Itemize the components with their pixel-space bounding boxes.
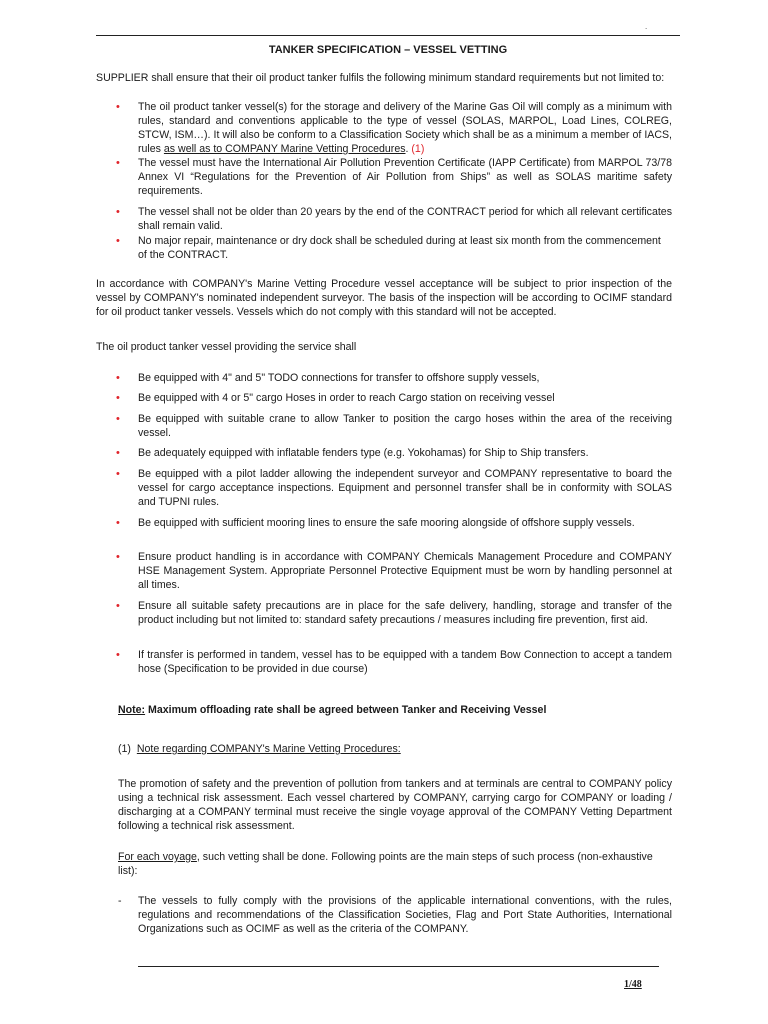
footer-rule bbox=[138, 966, 659, 967]
vetting-procedures-link: as well as to COMPANY Marine Vetting Procedures bbox=[163, 143, 406, 155]
bullet-icon: • bbox=[116, 372, 120, 384]
corner-mark: . bbox=[645, 22, 648, 31]
offloading-note bbox=[118, 703, 546, 717]
service-item: • Be adequately equipped with inflatable fenders type (e.g. Yokohamas) for Ship to Ship transfers. bbox=[116, 447, 589, 459]
bullet-icon: • bbox=[116, 235, 120, 247]
service-item: • Be equipped with a pilot ladder allowing the independent surveyor and COMPANY representative to board the vessel for cargo acceptance inspections. Equipment and personnel transfer shall be in conformity with SOLAS and TUPNI rules. bbox=[116, 468, 672, 508]
requirement-item bbox=[116, 156, 672, 198]
vetting-step: - The vessels to fully comply with the provisions of the applicable international conventions, with the rules, regulations and recommendations of the Classification Societies, Flag and Port State Authorities, International Organizations such as OCIMF as well as the criteria of the COMPANY. bbox=[118, 895, 672, 935]
footnote-ref: (1) bbox=[411, 143, 425, 155]
bullet-icon: • bbox=[116, 600, 120, 612]
acceptance-paragraph: In accordance with COMPANY's Marine Vetting Procedure vessel acceptance will be subject to prior inspection of the vessel by COMPANY's nominated independent surveyor. The basis of the inspection will be according to OCIMF standard for oil product tanker vessels. Vessels which do not comply with this standard will not be accepted. bbox=[96, 278, 672, 318]
bullet-icon: • bbox=[116, 551, 120, 563]
requirement-text: The vessel must have the International Air Pollution Prevention Certificate (IAPP Certificate) from MARPOL 73/78 Annex VI “Regulations for the Prevention of Air Pollution from Ships” as well as SOLAS maritime safety requirements. bbox=[138, 157, 672, 197]
bullet-icon: • bbox=[116, 101, 120, 113]
requirement-text: No major repair, maintenance or dry dock shall be scheduled during at least six month from the commencement of the CONTRACT. bbox=[138, 235, 661, 261]
bullet-icon: • bbox=[116, 157, 120, 169]
bullet-icon: • bbox=[116, 392, 120, 404]
dash-marker: - bbox=[118, 895, 122, 907]
requirement-text: The vessel shall not be older than 20 years by the end of the CONTRACT period for which all relevant certificates shall remain valid. bbox=[138, 206, 672, 232]
service-item: • Be equipped with sufficient mooring lines to ensure the safe mooring alongside of offshore supply vessels. bbox=[116, 517, 635, 529]
footnote-heading bbox=[118, 742, 672, 756]
service-item: • Be equipped with 4 or 5" cargo Hoses in order to reach Cargo station on receiving vessel bbox=[116, 392, 555, 404]
service-item: • Ensure all suitable safety precautions are in place for the safe delivery, handling, storage and transfer of the product including but not limited to: standard safety precautions / measures including fire prevention, first aid. bbox=[116, 600, 672, 626]
intro-paragraph bbox=[96, 71, 681, 85]
page-title: TANKER SPECIFICATION – VESSEL VETTING bbox=[268, 44, 508, 56]
service-item: • If transfer is performed in tandem, vessel has to be equipped with a tandem Bow Connection to accept a tandem hose (Specification to be provided in due course) bbox=[116, 649, 672, 675]
requirement-item bbox=[116, 100, 672, 156]
bullet-icon: • bbox=[116, 517, 120, 529]
intro-text: SUPPLIER shall ensure that their oil product tanker fulfils the following minimum standard requirements but not limited to: bbox=[96, 72, 665, 84]
requirement-item bbox=[116, 205, 672, 233]
bullet-icon: • bbox=[116, 413, 120, 425]
service-intro: The oil product tanker vessel providing the service shall bbox=[96, 341, 357, 353]
page-number: 1/48 bbox=[624, 979, 642, 990]
bullet-icon: • bbox=[116, 206, 120, 218]
requirement-item bbox=[116, 234, 672, 262]
note-text: Maximum offloading rate shall be agreed between Tanker and Receiving Vessel bbox=[145, 704, 547, 716]
service-item: • Be equipped with suitable crane to allow Tanker to position the cargo hoses within the area of the receiving vessel. bbox=[116, 413, 672, 439]
voyage-paragraph bbox=[118, 850, 672, 878]
bullet-icon: • bbox=[116, 468, 120, 480]
service-item: • Be equipped with 4" and 5" TODO connections for transfer to offshore supply vessels, bbox=[116, 372, 540, 384]
voyage-rest: , such vetting shall be done. Following points are the main steps of such process (non-exhaustive list): bbox=[118, 851, 653, 877]
footnote-paragraph: The promotion of safety and the prevention of pollution from tankers and at terminals are central to COMPANY policy using a technical risk assessment. Each vessel chartered by COMPANY, carrying cargo for COMPANY or loading / discharging at a COMPANY terminal must receive the single voyage approval of the COMPANY Vetting Department following a technical risk assessment. bbox=[118, 778, 672, 832]
note-label: Note: bbox=[118, 704, 146, 716]
bullet-icon: • bbox=[116, 447, 120, 459]
footnote-title: Note regarding COMPANY's Marine Vetting Procedures: bbox=[136, 743, 401, 755]
voyage-lead: For each voyage bbox=[118, 851, 197, 863]
bullet-icon: • bbox=[116, 649, 120, 661]
header-rule bbox=[96, 35, 680, 36]
service-item: • Ensure product handling is in accordance with COMPANY Chemicals Management Procedure and COMPANY HSE Management System. Appropriate Personnel Protective Equipment must be worn by handling personnel at all times. bbox=[116, 551, 672, 591]
requirement-text: The oil product tanker vessel(s) for the storage and delivery of the Marine Gas Oil will comply as a minimum with rules, standard and conventions applicable to the type of vessel (SOLAS, MARPOL, Load Lines, COLREG, STCW, ISM…). It will also be conform to a Classification Society which shall be as a minimum a member of IACS, rules as well as to COMPANY Marine Vetting Procedures. (1) bbox=[138, 101, 672, 155]
footnote-number: (1) bbox=[118, 743, 131, 755]
